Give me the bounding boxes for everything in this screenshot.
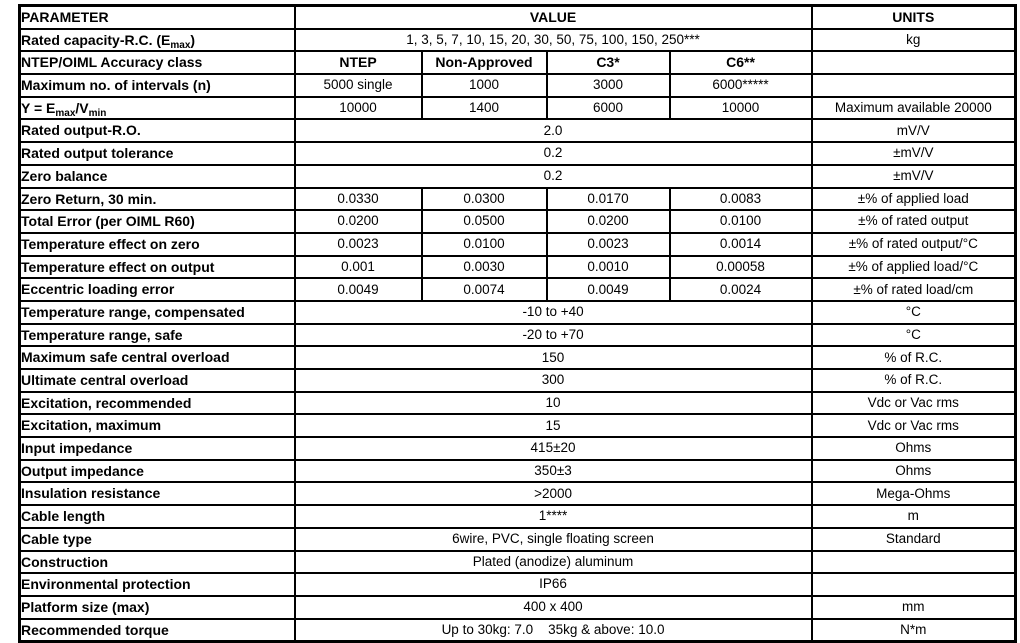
value-column-header: VALUE [295, 6, 812, 29]
value-cell: 0.0074 [422, 278, 547, 301]
units-cell: Vdc or Vac rms [812, 414, 1016, 437]
value-cell: Up to 30kg: 7.0 35kg & above: 10.0 [295, 619, 812, 642]
value-cell: C3* [547, 51, 670, 74]
parameter-cell: Construction [20, 551, 295, 574]
table-row [20, 119, 1016, 142]
table-row [20, 51, 1016, 74]
value-cell: 5000 single [295, 74, 422, 97]
value-cell: 0.0200 [295, 210, 422, 233]
spec-table-body [20, 29, 1016, 642]
parameter-cell: Temperature range, compensated [20, 301, 295, 324]
units-cell [812, 551, 1016, 574]
parameter-cell: NTEP/OIML Accuracy class [20, 51, 295, 74]
table-row [20, 165, 1016, 188]
parameter-cell: Recommended torque [20, 619, 295, 642]
value-cell: Plated (anodize) aluminum [295, 551, 812, 574]
units-cell: N*m [812, 619, 1016, 642]
units-cell: Standard [812, 528, 1016, 551]
table-row [20, 551, 1016, 574]
units-cell: Mega-Ohms [812, 482, 1016, 505]
value-cell: 0.0100 [422, 233, 547, 256]
value-cell: 10000 [670, 97, 812, 120]
table-row [20, 233, 1016, 256]
parameter-cell: Maximum no. of intervals (n) [20, 74, 295, 97]
value-cell: >2000 [295, 482, 812, 505]
value-cell: 3000 [547, 74, 670, 97]
parameter-cell: Input impedance [20, 437, 295, 460]
value-cell: 0.0030 [422, 256, 547, 279]
value-cell: -20 to +70 [295, 324, 812, 347]
parameter-cell: Zero Return, 30 min. [20, 188, 295, 211]
parameter-cell: Cable length [20, 505, 295, 528]
value-cell: 300 [295, 369, 812, 392]
parameter-cell: $Y = E_{max}/V_{min}$ [20, 97, 295, 120]
value-cell: 0.0300 [422, 188, 547, 211]
units-cell: ±% of rated load/cm [812, 278, 1016, 301]
table-row [20, 188, 1016, 211]
units-column-header: UNITS [812, 6, 1016, 29]
parameter-cell: Temperature effect on zero [20, 233, 295, 256]
table-row [20, 97, 1016, 120]
units-cell: mm [812, 596, 1016, 619]
parameter-cell: Eccentric loading error [20, 278, 295, 301]
units-cell: Ohms [812, 460, 1016, 483]
table-row [20, 392, 1016, 415]
parameter-cell: Rated output-R.O. [20, 119, 295, 142]
parameter-cell: Rated capacity-R.C. $(E_{max})$ [20, 29, 295, 52]
units-cell: ±% of applied load [812, 188, 1016, 211]
table-row [20, 346, 1016, 369]
value-cell: 1400 [422, 97, 547, 120]
value-cell: 6000 [547, 97, 670, 120]
parameter-cell: Zero balance [20, 165, 295, 188]
value-cell: 0.0023 [547, 233, 670, 256]
parameter-cell: Total Error (per OIML R60) [20, 210, 295, 233]
units-cell: Vdc or Vac rms [812, 392, 1016, 415]
value-cell: 0.0330 [295, 188, 422, 211]
parameter-cell: Cable type [20, 528, 295, 551]
parameter-cell: Excitation, recommended [20, 392, 295, 415]
header-row [20, 6, 1016, 29]
parameter-cell: Temperature range, safe [20, 324, 295, 347]
units-cell: ±% of rated output [812, 210, 1016, 233]
value-cell: 0.0500 [422, 210, 547, 233]
units-cell: ±mV/V [812, 165, 1016, 188]
value-cell: 0.001 [295, 256, 422, 279]
parameter-cell: Output impedance [20, 460, 295, 483]
units-cell [812, 74, 1016, 97]
specification-table [18, 4, 1017, 643]
units-cell: Ohms [812, 437, 1016, 460]
value-cell: 0.0083 [670, 188, 812, 211]
units-cell: ±mV/V [812, 142, 1016, 165]
value-cell: 0.0100 [670, 210, 812, 233]
units-cell: % of R.C. [812, 346, 1016, 369]
table-row [20, 369, 1016, 392]
value-cell: 150 [295, 346, 812, 369]
value-cell: 0.0200 [547, 210, 670, 233]
table-row [20, 596, 1016, 619]
units-cell [812, 51, 1016, 74]
table-row [20, 619, 1016, 642]
units-cell: °C [812, 301, 1016, 324]
table-row [20, 74, 1016, 97]
parameter-cell: Rated output tolerance [20, 142, 295, 165]
value-cell: 6wire, PVC, single floating screen [295, 528, 812, 551]
value-cell: 0.0170 [547, 188, 670, 211]
parameter-cell: Insulation resistance [20, 482, 295, 505]
value-cell: C6** [670, 51, 812, 74]
units-cell: Maximum available 20000 [812, 97, 1016, 120]
parameter-cell: Maximum safe central overload [20, 346, 295, 369]
value-cell: -10 to +40 [295, 301, 812, 324]
table-row [20, 29, 1016, 52]
units-cell: kg [812, 29, 1016, 52]
table-row [20, 142, 1016, 165]
table-row [20, 505, 1016, 528]
value-cell: 1000 [422, 74, 547, 97]
table-row [20, 278, 1016, 301]
value-cell: 10000 [295, 97, 422, 120]
value-cell: 400 x 400 [295, 596, 812, 619]
value-cell: 6000***** [670, 74, 812, 97]
value-cell: 10 [295, 392, 812, 415]
value-cell: NTEP [295, 51, 422, 74]
value-cell: IP66 [295, 573, 812, 596]
value-cell: 0.0024 [670, 278, 812, 301]
units-cell: ±% of applied load/°C [812, 256, 1016, 279]
parameter-cell: Platform size (max) [20, 596, 295, 619]
units-cell: m [812, 505, 1016, 528]
table-row [20, 301, 1016, 324]
table-row [20, 256, 1016, 279]
parameter-column-header: PARAMETER [20, 6, 295, 29]
parameter-cell: Ultimate central overload [20, 369, 295, 392]
value-cell: 0.2 [295, 165, 812, 188]
parameter-cell: Excitation, maximum [20, 414, 295, 437]
table-row [20, 437, 1016, 460]
table-row [20, 460, 1016, 483]
value-cell: 0.0049 [295, 278, 422, 301]
value-cell: 1, 3, 5, 7, 10, 15, 20, 30, 50, 75, 100, 150, 250*** [295, 29, 812, 52]
table-row [20, 482, 1016, 505]
value-cell: 415±20 [295, 437, 812, 460]
value-cell: 15 [295, 414, 812, 437]
units-cell: mV/V [812, 119, 1016, 142]
value-cell: 0.2 [295, 142, 812, 165]
value-cell: 0.0023 [295, 233, 422, 256]
table-row [20, 573, 1016, 596]
value-cell: 350±3 [295, 460, 812, 483]
units-cell: % of R.C. [812, 369, 1016, 392]
table-row [20, 210, 1016, 233]
units-cell [812, 573, 1016, 596]
table-row [20, 528, 1016, 551]
units-cell: °C [812, 324, 1016, 347]
value-cell: 0.0049 [547, 278, 670, 301]
value-cell: Non-Approved [422, 51, 547, 74]
value-cell: 0.0010 [547, 256, 670, 279]
parameter-cell: Environmental protection [20, 573, 295, 596]
table-row [20, 324, 1016, 347]
units-cell: ±% of rated output/°C [812, 233, 1016, 256]
value-cell: 0.00058 [670, 256, 812, 279]
table-row [20, 414, 1016, 437]
parameter-cell: Temperature effect on output [20, 256, 295, 279]
value-cell: 2.0 [295, 119, 812, 142]
value-cell: 0.0014 [670, 233, 812, 256]
value-cell: 1**** [295, 505, 812, 528]
